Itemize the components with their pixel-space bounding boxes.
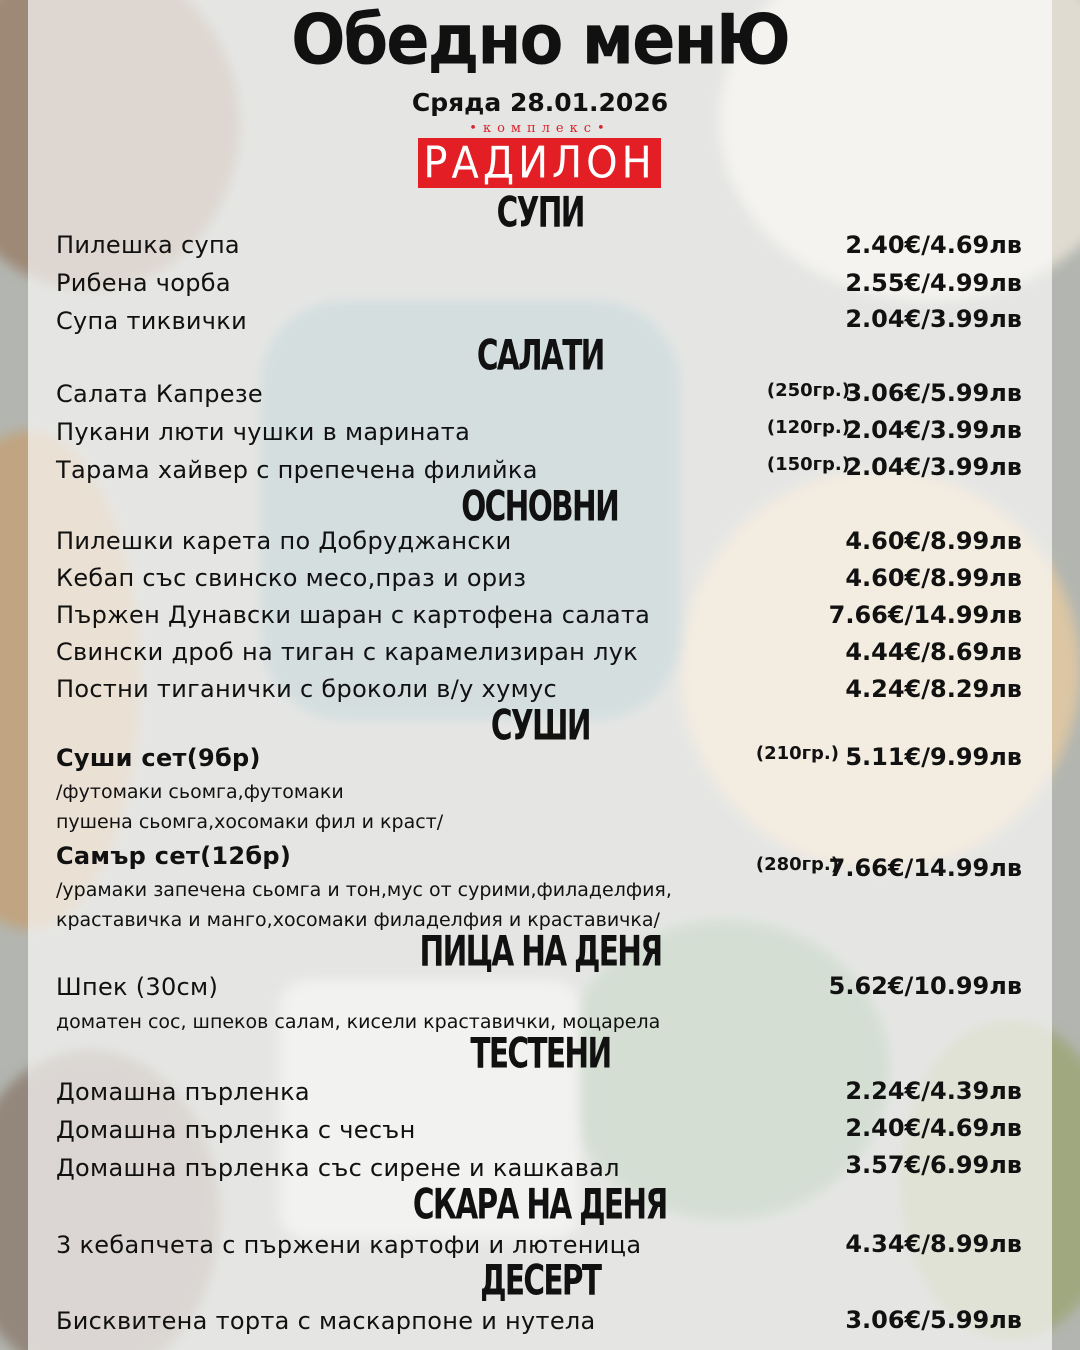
item-price: 7.66€/14.99лв (828, 601, 1022, 629)
section-title-dough: ТЕСТЕНИ (469, 1029, 611, 1079)
item-description: /футомаки сьомга,футомаки (56, 781, 344, 803)
item-price: 4.24€/8.29лв (845, 675, 1022, 703)
section-title-soups: СУПИ (496, 188, 584, 238)
menu-title: Обедно менЮ (291, 1, 789, 81)
menu-item: Домашна пърленка със сирене и кашкавал (56, 1154, 620, 1182)
item-weight: (120гр.) (766, 417, 850, 438)
menu-item: Пукани люти чушки в марината (56, 418, 471, 446)
item-description: пушена сьомга,хосомаки фил и краст/ (56, 811, 444, 833)
item-price: 4.60€/8.99лв (845, 564, 1022, 592)
restaurant-logo (418, 138, 661, 188)
item-price: 5.11€/9.99лв (845, 743, 1022, 771)
item-price: 7.66€/14.99лв (828, 854, 1022, 882)
menu-item: Постни тиганички с броколи в/у хумус (56, 675, 557, 703)
item-weight: (280гр.) (755, 854, 839, 875)
menu-item: Салата Капрезе (56, 380, 263, 408)
item-price: 3.06€/5.99лв (845, 379, 1022, 407)
menu-item: Домашна пърленка с чесън (56, 1116, 416, 1144)
section-title-pizza: ПИЦА НА ДЕНЯ (419, 927, 661, 977)
item-price: 2.40€/4.69лв (845, 231, 1022, 259)
menu-item: Кебап със свинско месо,праз и ориз (56, 564, 527, 592)
menu-item: Тарама хайвер с препечена филийка (56, 456, 538, 484)
menu-item: Рибена чорба (56, 269, 231, 297)
item-weight: (150гр.) (766, 454, 850, 475)
menu-item: Суши сет(9бр) (56, 744, 261, 772)
menu-item: Шпек (30см) (56, 973, 219, 1001)
item-description: доматен сос, шпеков салам, кисели краставички, моцарела (56, 1011, 661, 1033)
menu-item: Свински дроб на тиган с карамелизиран лук (56, 638, 639, 666)
section-title-grill: СКАРА НА ДЕНЯ (413, 1180, 667, 1230)
section-title-sushi: СУШИ (490, 701, 590, 751)
item-price: 2.24€/4.39лв (845, 1077, 1022, 1105)
item-price: 2.04€/3.99лв (845, 416, 1022, 444)
item-price: 4.44€/8.69лв (845, 638, 1022, 666)
item-price: 4.60€/8.99лв (845, 527, 1022, 555)
menu-item: Супа тиквички (56, 307, 247, 335)
item-price: 2.04€/3.99лв (845, 305, 1022, 333)
menu-item: Пилешка супа (56, 231, 240, 259)
menu-item: 3 кебапчета с пържени картофи и лютеница (56, 1231, 642, 1259)
item-price: 3.57€/6.99лв (845, 1151, 1022, 1179)
item-price: 5.62€/10.99лв (828, 972, 1022, 1000)
section-title-salads: САЛАТИ (476, 331, 604, 381)
menu-date: Сряда 28.01.2026 (411, 88, 669, 117)
item-price: 2.55€/4.99лв (845, 269, 1022, 297)
item-description: /урамаки запечена сьомга и тон,мус от сурими,филаделфия, (56, 879, 672, 901)
menu-item: Бисквитена торта с маскарпоне и нутела (56, 1307, 596, 1335)
item-price: 2.04€/3.99лв (845, 453, 1022, 481)
item-description: краставичка и манго,хосомаки филаделфия и краставичка/ (56, 909, 660, 931)
logo-name: РАДИЛОН (423, 137, 656, 189)
item-price: 2.40€/4.69лв (845, 1114, 1022, 1142)
logo-subtitle: •комплекс• (469, 121, 611, 136)
item-price: 4.34€/8.99лв (845, 1230, 1022, 1258)
menu-item: Пържен Дунавски шаран с картофена салата (56, 601, 651, 629)
menu-item: Пилешки карета по Добруджански (56, 527, 512, 555)
item-weight: (210гр.) (755, 743, 839, 764)
section-title-dessert: ДЕСЕРТ (479, 1256, 601, 1306)
menu-item: Домашна пърленка (56, 1078, 310, 1106)
menu-item: Самър сет(12бр) (56, 842, 292, 870)
section-title-mains: ОСНОВНИ (461, 482, 619, 532)
item-weight: (250гр.) (766, 380, 850, 401)
item-price: 3.06€/5.99лв (845, 1306, 1022, 1334)
